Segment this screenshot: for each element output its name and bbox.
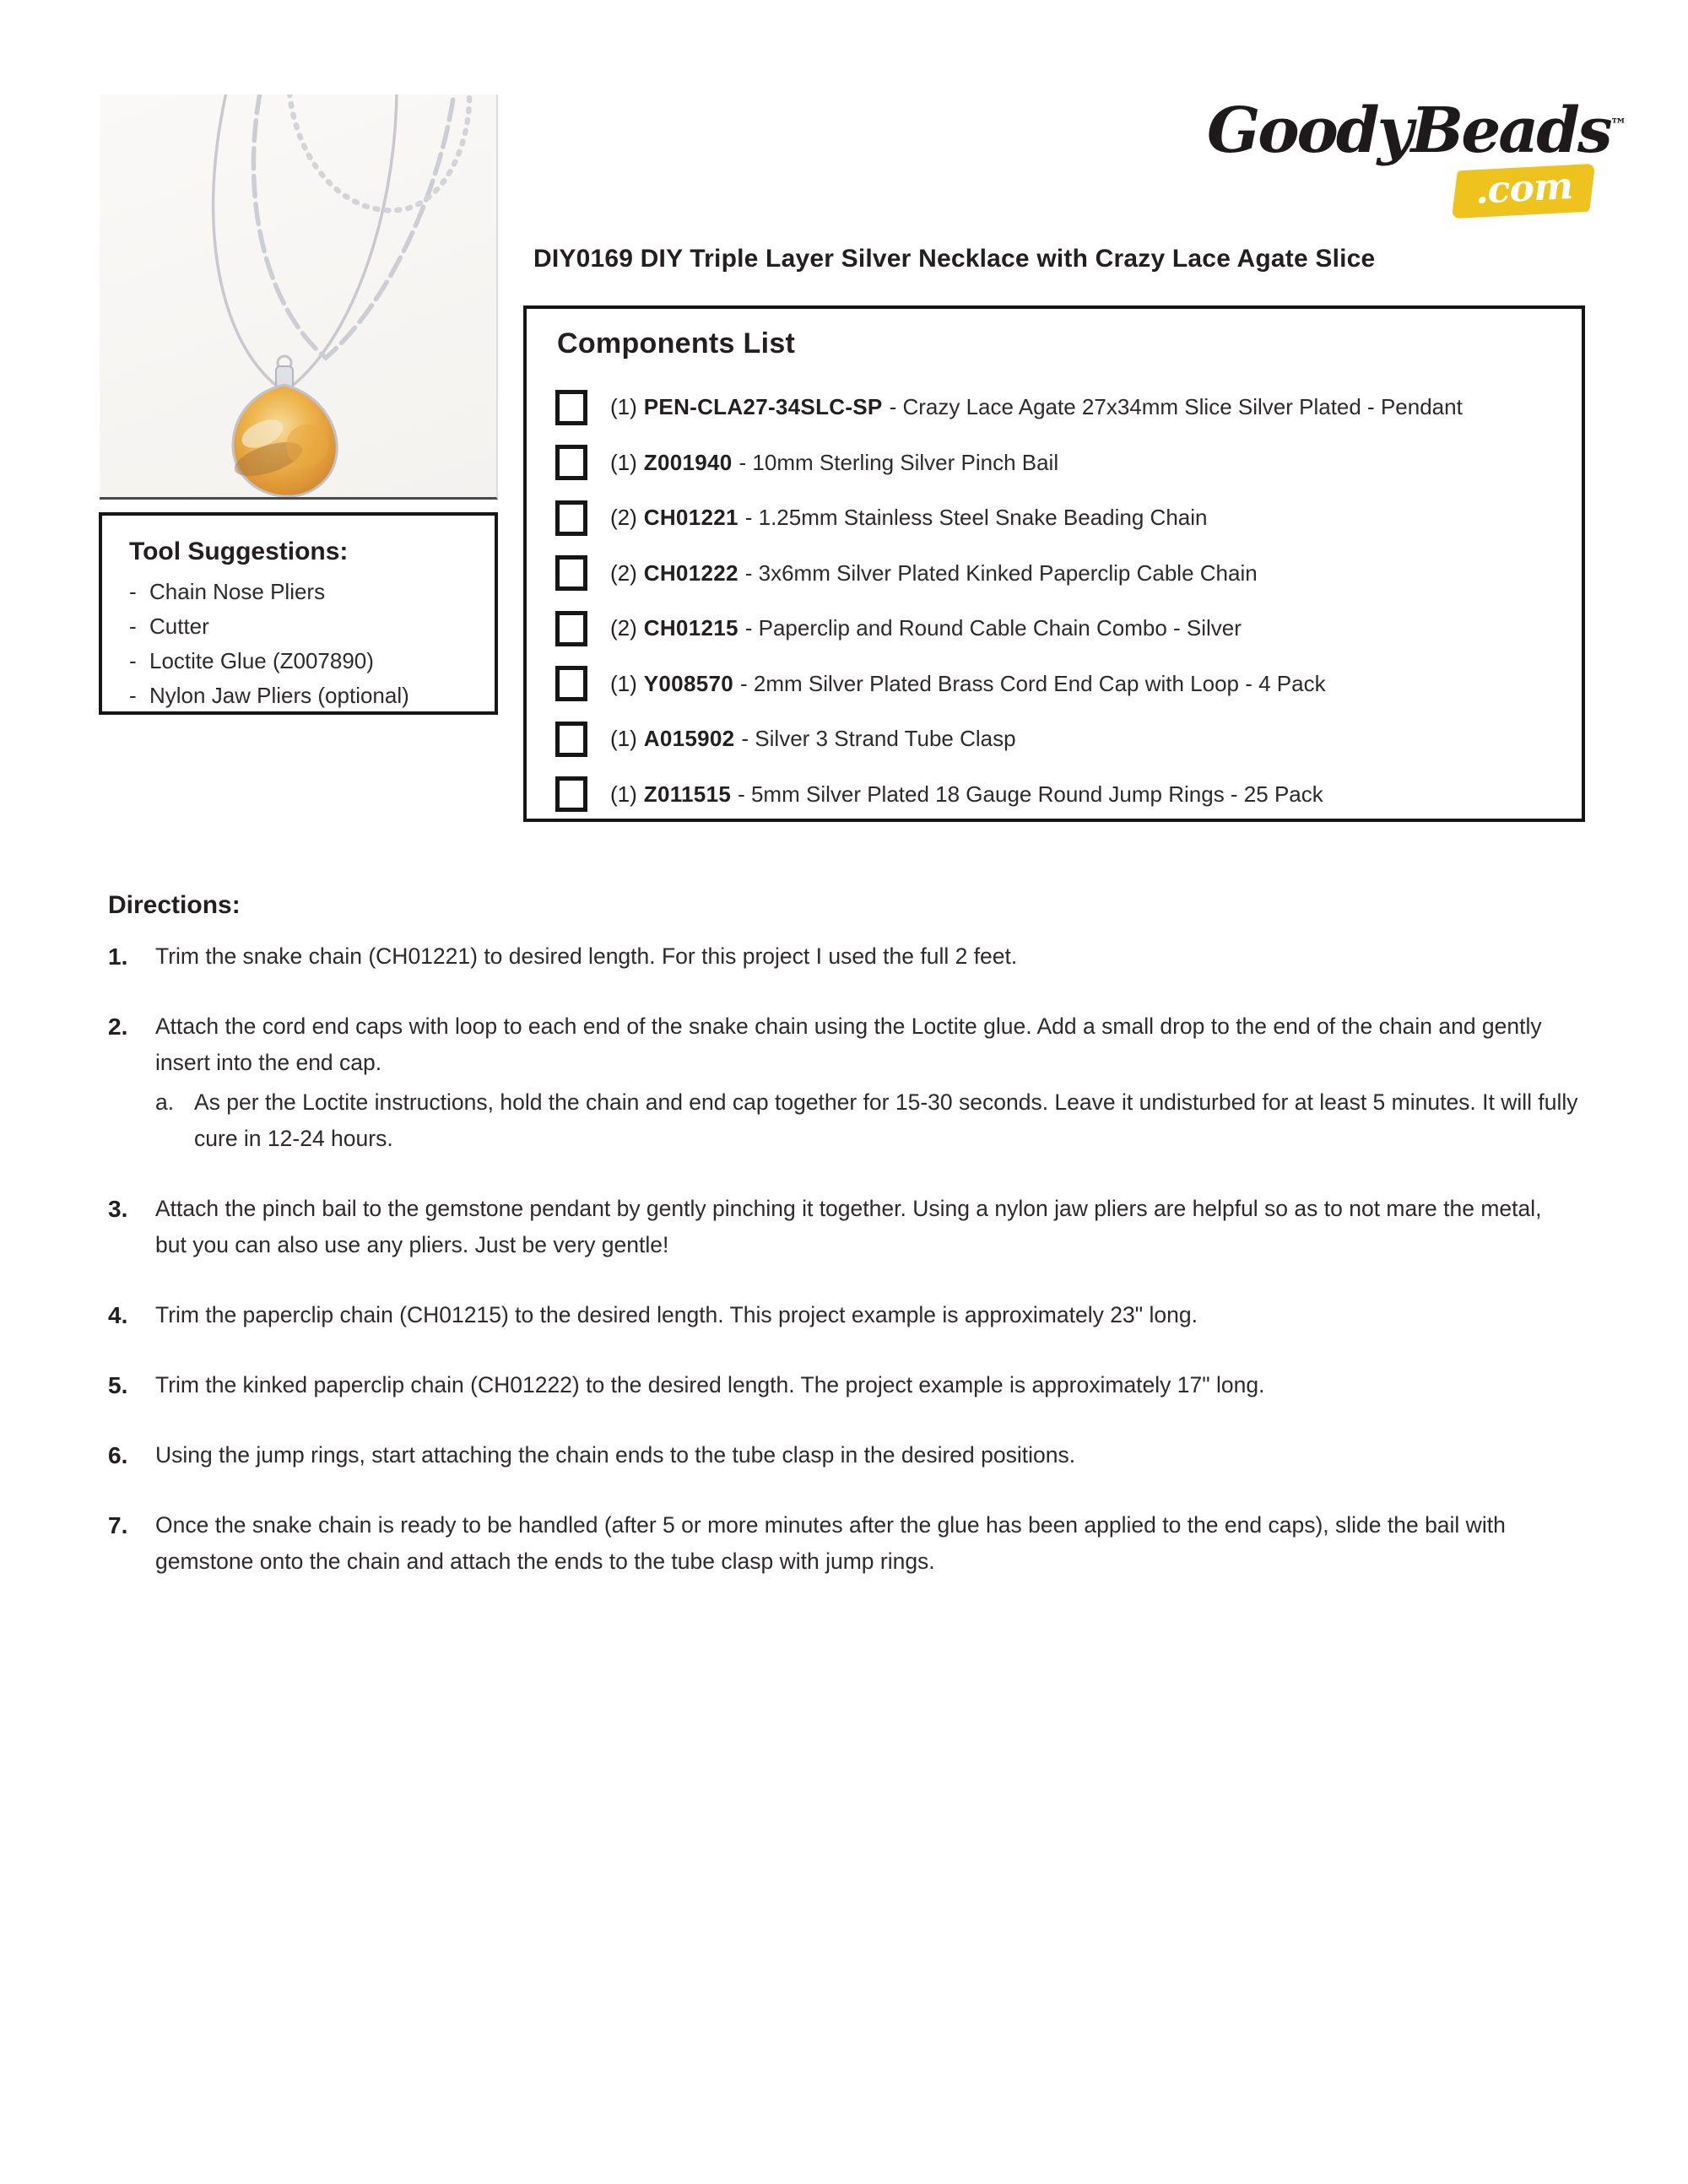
step-text: Trim the paperclip chain (CH01215) to the desired length. This project example is approximately 23" long.: [155, 1302, 1198, 1327]
bullet-dash: -: [129, 683, 137, 708]
component-label: [610, 671, 1326, 697]
brand-domain-text: .com: [1474, 165, 1574, 213]
component-desc: - Paperclip and Round Cable Chain Combo - Silver: [744, 615, 1242, 641]
tool-item-label: Nylon Jaw Pliers (optional): [149, 683, 409, 708]
tool-item-label: Loctite Glue (Z007890): [149, 648, 374, 673]
substep-text: As per the Loctite instructions, hold the chain and end cap together for 15-30 seconds. Leave it undisturbed for at least 5 minutes. It will fully cure in 12-24 hours.: [194, 1089, 1578, 1151]
tool-item: [129, 644, 486, 678]
step-number: 6.: [108, 1442, 128, 1468]
trademark-symbol: ™: [1610, 114, 1627, 135]
agate-vein: [286, 424, 328, 467]
product-photo: [100, 95, 498, 500]
component-row: [555, 490, 1568, 546]
paperclip-chain: [253, 95, 454, 358]
direction-substep: [108, 1084, 1578, 1157]
component-sku: CH01221: [643, 505, 738, 531]
brand-logo: [1207, 95, 1627, 230]
component-checkbox[interactable]: [555, 390, 587, 425]
bullet-dash: -: [129, 579, 137, 604]
component-label: [610, 394, 1463, 420]
substep-letter: a.: [155, 1089, 175, 1115]
component-checkbox[interactable]: [555, 555, 587, 591]
component-row: [555, 657, 1568, 712]
component-label: [610, 560, 1258, 587]
component-sku: CH01215: [643, 615, 738, 641]
necklace-illustration: [100, 95, 496, 497]
component-label: [610, 615, 1242, 641]
component-checkbox[interactable]: [555, 500, 587, 536]
component-desc: - 3x6mm Silver Plated Kinked Paperclip Cable Chain: [744, 560, 1258, 586]
step-number: 2.: [108, 1014, 128, 1040]
components-list-box: [523, 305, 1585, 822]
components-heading: Components List: [557, 327, 796, 359]
tool-item: [129, 678, 486, 713]
component-qty: (2): [610, 505, 637, 531]
bullet-dash: -: [129, 614, 137, 639]
direction-step: [108, 1437, 1578, 1473]
component-sku: Z011515: [643, 781, 732, 807]
direction-step: [108, 1367, 1578, 1403]
component-checkbox[interactable]: [555, 611, 587, 646]
direction-step: [108, 1008, 1578, 1157]
component-row: [555, 767, 1568, 823]
direction-step: [108, 1297, 1578, 1333]
step-text: Attach the cord end caps with loop to each end of the snake chain using the Loctite glue. Add a small drop to the end of the chain and gently insert into the end cap.: [155, 1014, 1542, 1075]
step-number: 1.: [108, 943, 128, 970]
tools-heading: Tool Suggestions:: [129, 538, 349, 565]
direction-step: [108, 1507, 1578, 1580]
component-row: [555, 380, 1568, 435]
brand-name: [1207, 95, 1627, 167]
step-number: 3.: [108, 1196, 128, 1222]
tool-item-label: Chain Nose Pliers: [149, 579, 326, 604]
component-qty: (2): [610, 615, 637, 641]
directions-section: [108, 891, 1578, 1614]
component-row: [555, 546, 1568, 602]
step-text: Once the snake chain is ready to be handled (after 5 or more minutes after the glue has been applied to the end caps), slide the bail with gemstone onto the chain and attach the ends to the tube clasp with jump rings.: [155, 1512, 1506, 1574]
snake-chain: [214, 95, 397, 392]
direction-step: [108, 1191, 1578, 1263]
component-sku: CH01222: [643, 560, 738, 586]
component-label: [610, 450, 1058, 476]
tool-item: [129, 575, 486, 609]
component-label: [610, 781, 1323, 808]
directions-heading: Directions:: [108, 891, 241, 919]
component-label: [610, 726, 1016, 752]
component-sku: Y008570: [643, 670, 733, 696]
bullet-dash: -: [129, 648, 137, 673]
component-qty: (1): [610, 449, 637, 475]
step-number: 4.: [108, 1302, 128, 1328]
component-label: [610, 505, 1208, 531]
component-desc: - 1.25mm Stainless Steel Snake Beading Chain: [744, 505, 1208, 531]
step-number: 5.: [108, 1372, 128, 1398]
brand-domain-banner: [1452, 164, 1595, 219]
component-row: [555, 711, 1568, 767]
components-rows: [555, 380, 1568, 822]
component-desc: - 5mm Silver Plated 18 Gauge Round Jump Rings - 25 Pack: [738, 781, 1323, 807]
component-checkbox[interactable]: [555, 445, 587, 480]
component-checkbox[interactable]: [555, 776, 587, 812]
component-desc: - Silver 3 Strand Tube Clasp: [741, 726, 1016, 752]
tool-item: [129, 609, 486, 644]
component-desc: - 2mm Silver Plated Brass Cord End Cap with Loop - 4 Pack: [739, 670, 1326, 696]
component-checkbox[interactable]: [555, 666, 587, 701]
component-sku: Z001940: [643, 449, 733, 475]
step-number: 7.: [108, 1512, 128, 1538]
step-text: Trim the kinked paperclip chain (CH01222) to the desired length. The project example is approximately 17" long.: [155, 1372, 1265, 1397]
step-text: Trim the snake chain (CH01221) to desired length. For this project I used the full 2 feet.: [155, 943, 1018, 969]
tool-suggestions-box: [99, 512, 498, 715]
brand-name-text: GoodyBeads: [1207, 95, 1610, 167]
component-sku: PEN-CLA27-34SLC-SP: [643, 394, 883, 420]
component-qty: (1): [610, 726, 637, 752]
component-qty: (2): [610, 560, 637, 586]
component-qty: (1): [610, 781, 637, 807]
component-qty: (1): [610, 394, 637, 420]
page-title: DIY0169 DIY Triple Layer Silver Necklace with Crazy Lace Agate Slice: [533, 245, 1376, 273]
component-desc: - Crazy Lace Agate 27x34mm Slice Silver Plated - Pendant: [889, 394, 1463, 420]
component-checkbox[interactable]: [555, 722, 587, 757]
component-row: [555, 601, 1568, 657]
component-sku: A015902: [643, 726, 735, 752]
component-qty: (1): [610, 670, 637, 696]
tool-item-label: Cutter: [149, 614, 209, 639]
step-text: Attach the pinch bail to the gemstone pendant by gently pinching it together. Using a nylon jaw pliers are helpful so as to not mare the metal, but you can also use any pliers. Just be very gentle!: [155, 1196, 1542, 1257]
component-desc: - 10mm Sterling Silver Pinch Bail: [738, 449, 1059, 475]
direction-step: [108, 938, 1578, 975]
component-row: [555, 435, 1568, 491]
step-text: Using the jump rings, start attaching the chain ends to the tube clasp in the desired positions.: [155, 1442, 1076, 1468]
